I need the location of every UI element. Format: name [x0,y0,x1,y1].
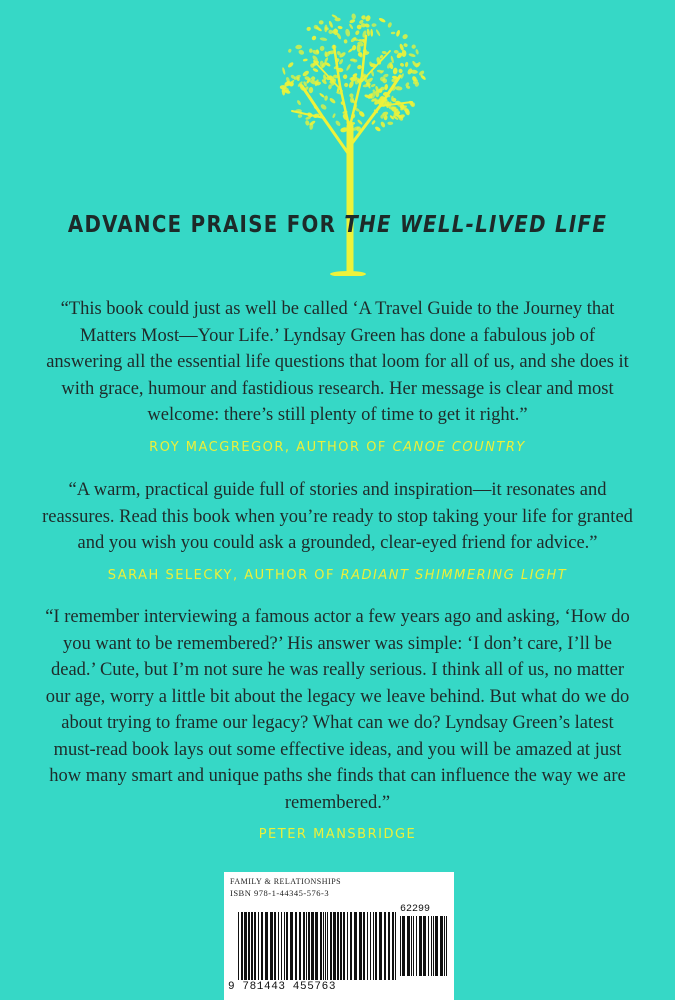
book-title: THE WELL-LIVED LIFE [344,212,608,238]
quote-block-2 [40,477,635,589]
isbn-number: ISBN 978-1-44345-576-3 [230,888,330,898]
barcode-label [224,872,454,1000]
heading-prefix: ADVANCE PRAISE FOR [67,212,337,238]
quote-text: “This book could just as well be called ‘A Travel Guide to the Journey that Matters Most—Your Life.’ Lyndsay Green has done a fabulous job of answering all the essential life questions that loom for all of us, and she does it with grace, humour and fastidious research. Her message is clear and most welcome: there’s still plenty of time to get it right.” [46,299,629,425]
quote-block-1 [40,296,635,461]
quote-attribution [40,822,635,849]
barcode-addon [400,916,448,978]
attribution-author: SARAH SELECKY, AUTHOR OF [107,567,335,583]
quote-attribution [40,435,635,462]
attribution-author: ROY MACGREGOR, AUTHOR OF [149,439,387,455]
quote-attribution [40,563,635,590]
quote-text: “I remember interviewing a famous actor a few years ago and asking, ‘How do you want to be remembered?’ His answer was simple: ‘I don’t care, I’ll be dead.’ Cute, but I’m not sure he was really serious. I think all of us, no matter our age, worry a little bit about the legacy we leave behind. But what do we do about trying to frame our legacy? What can we do? Lyndsay Green’s latest must-read book lays out some effective ideas, and you will be amazed at just how many smart and unique paths she finds that can influence the way we are remembered.” [45,607,630,813]
quote-block-3 [40,604,635,849]
attribution-work: CANOE COUNTRY [392,439,526,455]
book-category: FAMILY & RELATIONSHIPS [230,877,342,886]
praise-heading [47,212,628,238]
attribution-work: RADIANT SHIMMERING LIGHT [340,567,568,583]
attribution-author: PETER MANSBRIDGE [258,827,417,842]
barcode-digits: 9 781443 455763 [228,981,337,993]
barcode [238,912,396,982]
price-code: 62299 [400,904,431,915]
quote-text: “A warm, practical guide full of stories and inspiration—it resonates and reassures. Read this book when you’re ready to stop taking your life for granted and you wish you could ask a grounded, clear-eyed friend for advice.” [42,480,633,553]
